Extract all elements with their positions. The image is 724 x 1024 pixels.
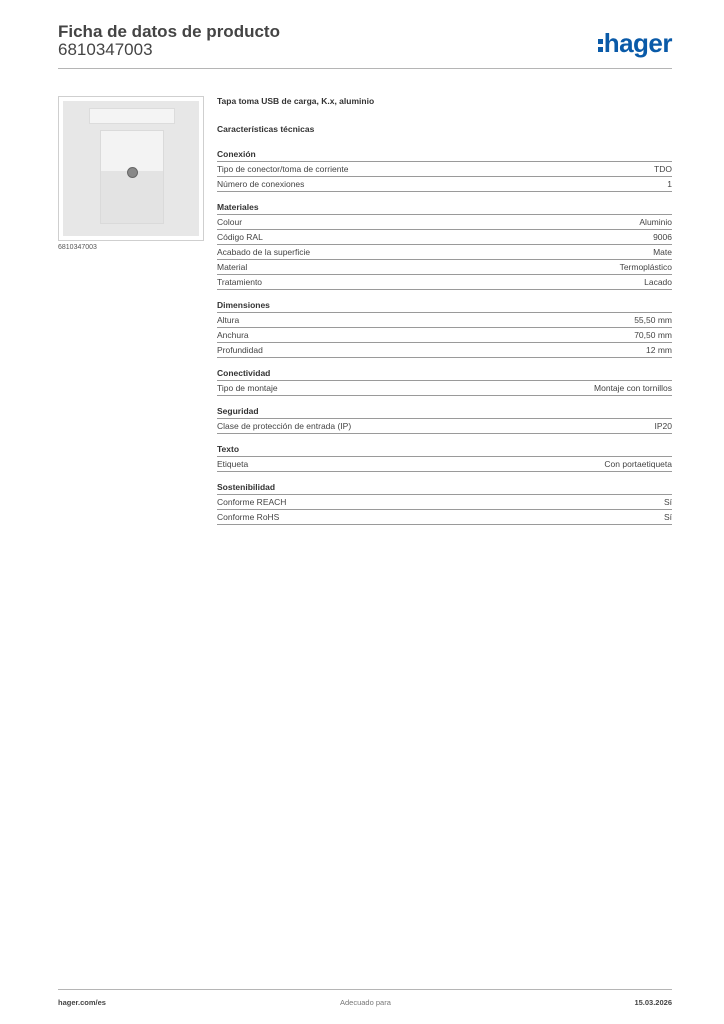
spec-sections [217,148,672,525]
spec-key: Tipo de conector/toma de corriente [217,164,349,174]
spec-row [217,457,672,472]
spec-row [217,177,672,192]
usb-port-icon [127,167,138,178]
spec-content [217,95,672,534]
spec-row [217,162,672,177]
spec-section [217,201,672,290]
spec-value: 9006 [653,232,672,242]
footer-center-text: Adecuado para [340,998,391,1007]
section-title: Sostenibilidad [217,481,672,495]
spec-value: 1 [667,179,672,189]
footer-date: 15.03.2026 [634,998,672,1007]
spec-row [217,328,672,343]
spec-value: Mate [653,247,672,257]
spec-row [217,343,672,358]
spec-key: Tipo de montaje [217,383,278,393]
spec-key: Colour [217,217,243,227]
spec-row [217,260,672,275]
spec-value: Lacado [644,277,672,287]
socket-lower-graphic [101,171,163,223]
spec-key: Clase de protección de entrada (IP) [217,421,352,431]
spec-section [217,405,672,434]
page-header [58,20,672,68]
logo-dots-icon [598,36,603,55]
product-image [58,96,204,241]
product-name: Tapa toma USB de carga, K.x, aluminio [217,96,375,106]
cover-plate-graphic [63,101,199,236]
spec-section [217,367,672,396]
spec-key: Conforme REACH [217,497,287,507]
spec-key: Número de conexiones [217,179,305,189]
spec-key: Material [217,262,248,272]
spec-value: Sí [663,512,672,522]
spec-value: TDO [654,164,672,174]
section-title: Materiales [217,201,672,215]
tech-heading: Características técnicas [217,124,315,134]
spec-value: Termoplástico [619,262,672,272]
hager-logo [598,28,672,59]
spec-section [217,443,672,472]
spec-value: IP20 [654,421,672,431]
spec-row [217,215,672,230]
header-divider [58,68,672,69]
image-caption: 6810347003 [58,244,97,251]
socket-opening-graphic [100,130,164,224]
spec-key: Acabado de la superficie [217,247,311,257]
footer-website: hager.com/es [58,998,106,1007]
spec-row [217,510,672,525]
spec-row [217,275,672,290]
spec-value: Sí [663,497,672,507]
spec-row [217,381,672,396]
spec-section [217,148,672,192]
spec-value: Montaje con tornillos [594,383,672,393]
product-code: 6810347003 [58,40,153,59]
spec-value: 12 mm [646,345,672,355]
spec-key: Anchura [217,330,249,340]
spec-key: Profundidad [217,345,263,355]
spec-section [217,299,672,358]
document-title: Ficha de datos de producto [58,22,280,41]
spec-key: Conforme RoHS [217,512,280,522]
spec-row [217,313,672,328]
section-title: Seguridad [217,405,672,419]
spec-key: Tratamiento [217,277,263,287]
section-title: Conexión [217,148,672,162]
spec-section [217,481,672,525]
spec-row [217,230,672,245]
label-holder-graphic [89,108,175,124]
spec-value: 70,50 mm [634,330,672,340]
spec-value: Aluminio [639,217,672,227]
logo-text: hager [603,28,672,58]
spec-key: Código RAL [217,232,263,242]
spec-key: Altura [217,315,240,325]
section-title: Dimensiones [217,299,672,313]
spec-row [217,495,672,510]
section-title: Conectividad [217,367,672,381]
spec-value: 55,50 mm [634,315,672,325]
spec-row [217,245,672,260]
footer-divider [58,989,672,990]
spec-key: Etiqueta [217,459,249,469]
spec-value: Con portaetiqueta [604,459,672,469]
spec-row [217,419,672,434]
section-title: Texto [217,443,672,457]
